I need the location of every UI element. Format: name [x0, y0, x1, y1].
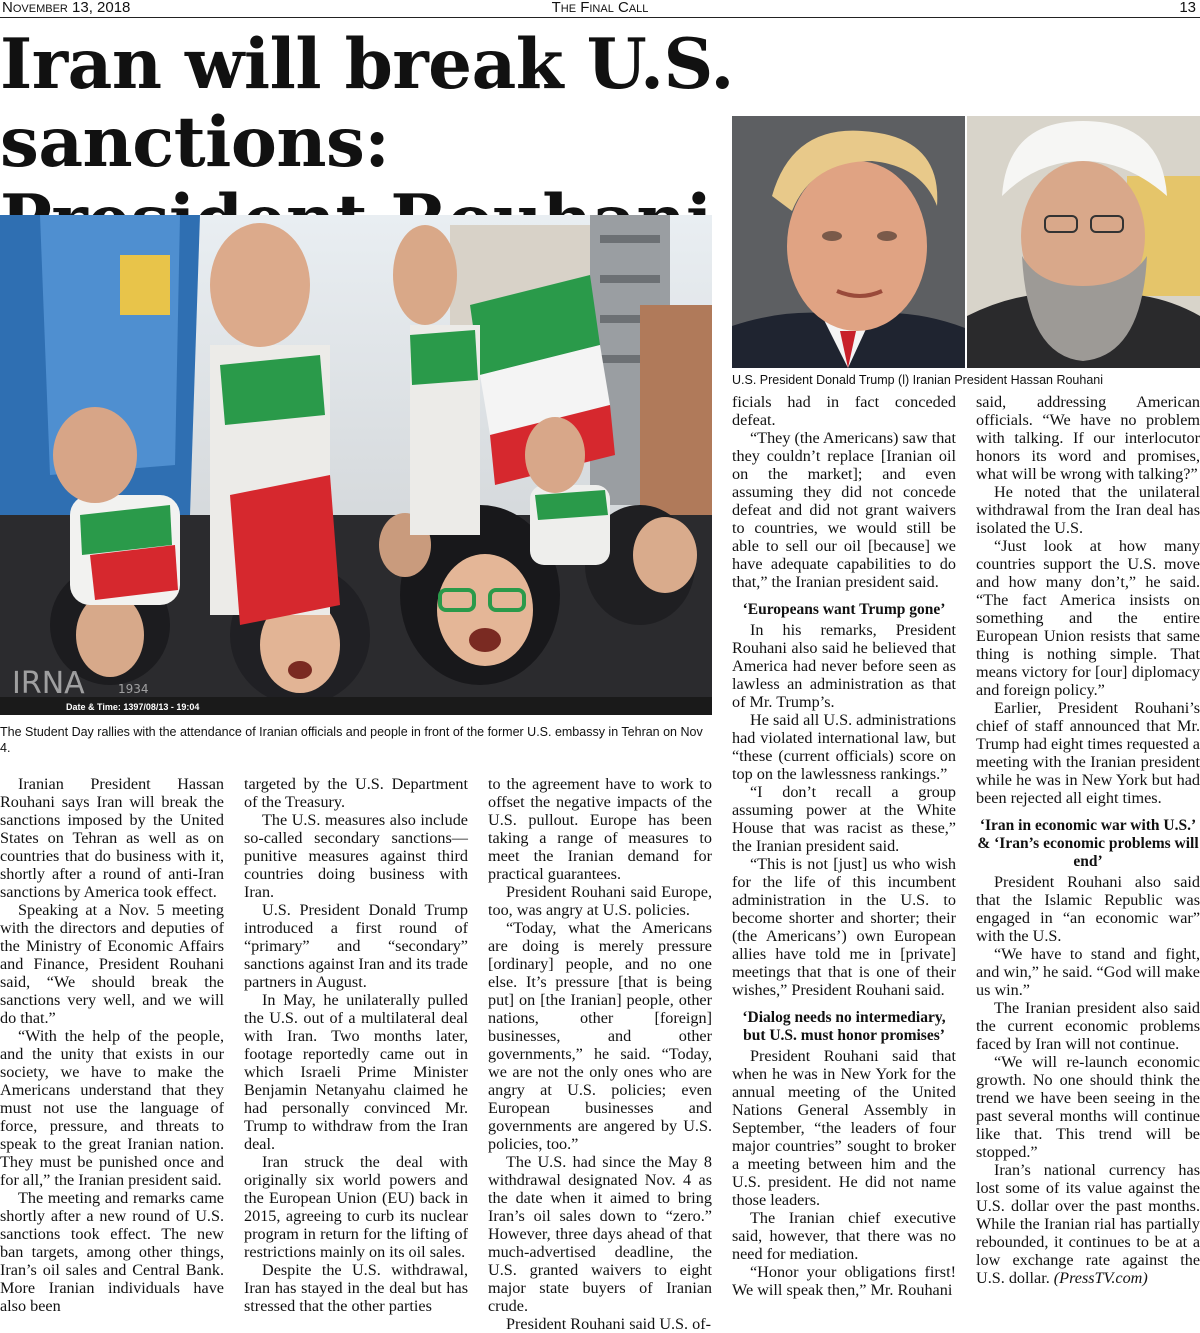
- article-column-4: [732, 393, 956, 1299]
- paragraph: He noted that the unilateral withdrawal from the Iran deal has isolated the U.S.: [976, 483, 1200, 537]
- subhead-economic-war: ‘Iran in economic war with U.S.’ & ‘Iran’s economic problems will end’: [977, 817, 1199, 870]
- paragraph: Speaking at a Nov. 5 meeting with the directors and deputies of the Ministry of Economic Affairs and Finance, President Rouhani said, “We should break the sanctions very well, and we will do that.”: [0, 901, 224, 1027]
- paragraph: President Rouhani also said that the Islamic Republic was engaged in “an economic war” with the U.S.: [976, 873, 1200, 945]
- portraits-caption: U.S. President Donald Trump (l) Iranian President Hassan Rouhani: [732, 373, 1104, 387]
- irna-watermark: IRNA: [12, 666, 85, 701]
- paragraph: “We have to stand and fight, and win,” he said. “God will make us win.”: [976, 945, 1200, 999]
- article-column-3: [488, 775, 712, 1333]
- subhead-dialog: ‘Dialog needs no intermediary, but U.S. must honor promises’: [742, 1009, 946, 1044]
- paragraph: Earlier, President Rouhani’s chief of staff announced that Mr. Trump had eight times requested a meeting with the Iranian president while he was in New York but had been rejected all eight times.: [976, 699, 1200, 807]
- paragraph: Despite the U.S. withdrawal, Iran has stayed in the deal but has stressed that the other parties: [244, 1261, 468, 1315]
- article-column-2: [244, 775, 468, 1315]
- article-column-1: [0, 775, 224, 1315]
- rally-photo-caption: The Student Day rallies with the attendance of Iranian officials and people in front of the former U.S. embassy in Tehran on Nov 4.: [0, 725, 703, 755]
- paragraph: “With the help of the people, and the unity that exists in our society, we have to make the Americans understand that they must not use the language of force, pressure, and threats to speak to the great Iranian nation. They must be punished once and for all,” the Iranian president said.: [0, 1027, 224, 1189]
- paragraph: The U.S. measures also include so-called secondary sanctions—punitive measures against third countries doing business with Iran.: [244, 811, 468, 901]
- paragraph-text: Iran’s national currency has lost some of its value against the U.S. dollar over the past months. While the Iranian rial has partially rebounded, it continues to be at a low exchange rate against the U.S. dollar.: [976, 1161, 1200, 1287]
- paragraph: “Just look at how many countries support the U.S. move and how many don’t,” he said. “The fact America insists on something and the entire European Union resists that same thing is nothing simple. That means victory for [our] diplomacy and foreign policy.”: [976, 537, 1200, 699]
- paragraph: Iran struck the deal with originally six world powers and the European Union (EU) back in 2015, agreeing to curb its nuclear program in return for the lifting of restrictions mainly on its oil sales.: [244, 1153, 468, 1261]
- paragraph: “I don’t recall a group assuming power at the White House that was racist as these,” the Iranian president said.: [732, 783, 956, 855]
- paragraph: In May, he unilaterally pulled the U.S. out of a multilateral deal with Iran. Two months later, footage reportedly came out in which Israeli Prime Minister Benjamin Netanyahu claimed he had personally convinced Mr. Trump to withdraw from the Iran deal.: [244, 991, 468, 1153]
- subhead-europeans: ‘Europeans want Trump gone’: [742, 601, 946, 618]
- paragraph: “Honor your obligations first! We will speak then,” Mr. Rouhani: [732, 1263, 956, 1299]
- article-column-5: [976, 393, 1200, 1287]
- rally-photo: [0, 215, 712, 715]
- paragraph: Iranian President Hassan Rouhani says Iran will break the sanctions imposed by the United States on Tehran as well as on countries that do business with it, shortly after a round of anti-Iran sanctions by America took effect.: [0, 775, 224, 901]
- photo-timestamp: Date & Time: 1397/08/13 - 19:04: [66, 702, 200, 712]
- paragraph: The Iranian chief executive said, however, that there was no need for mediation.: [732, 1209, 956, 1263]
- paragraph: “This is not [just] us who wish for the life of this incumbent administration in the U.S. to become shorter and shorter; their (the Americans’) own European allies have told me in [private] meetings that that is one of their wishes,” President Rouhani said.: [732, 855, 956, 999]
- page-folio: [0, 0, 1200, 18]
- paragraph: said, addressing American officials. “We have no problem with talking. If our interlocutor honors its word and promises, what will be wrong with talking?”: [976, 393, 1200, 483]
- paragraph: The Iranian president also said the current economic problems faced by Iran will not continue.: [976, 999, 1200, 1053]
- paragraph: President Rouhani said that when he was in New York for the annual meeting of the United Nations General Assembly in September, “the leaders of four major countries” sought to broker a meeting between him and the U.S. president. He did not name those leaders.: [732, 1047, 956, 1209]
- paragraph: targeted by the U.S. Department of the Treasury.: [244, 775, 468, 811]
- paragraph: ficials had in fact conceded defeat.: [732, 393, 956, 429]
- paragraph: President Rouhani said U.S. of-: [506, 1315, 712, 1333]
- headline-line-1: Iran will break U.S. sanctions:: [0, 24, 734, 183]
- paragraph: “Today, what the Americans are doing is merely pressure [ordinary] people, and no one else. It’s pressure [that is being put] on [the Iranian] people, other nations, other [foreign] businesses, and other governments,” he said. “Today, we are not the only ones who are angry at U.S. policies; even European businesses and governments are angered by U.S. policies, too.”: [488, 919, 712, 1153]
- paragraph: U.S. President Donald Trump introduced a first round of “primary” and “secondary” sanctions against Iran and its trade partners in August.: [244, 901, 468, 991]
- trump-portrait: [732, 116, 965, 368]
- newspaper-name: The Final Call: [551, 0, 649, 16]
- paragraph-last: [976, 1161, 1200, 1287]
- paragraph: “They (the Americans) saw that they couldn’t replace [Iranian oil on the market]; and even assuming they did not concede defeat and did not grant waivers to countries, we would still be able to sell our oil [because] we have adequate capabilities to do that,” the Iranian president said.: [732, 429, 956, 591]
- paragraph: President Rouhani said Europe, too, was angry at U.S. policies.: [488, 883, 712, 919]
- page-number: 13: [1179, 0, 1196, 16]
- paragraph: He said all U.S. administrations had violated international law, but “these (current officials) score on top on the lawlessness rankings.”: [732, 711, 956, 783]
- paragraph: to the agreement have to work to offset the negative impacts of the U.S. pullout. Europe has been taking a range of measures to meet the Iranian demand for practical guarantees.: [488, 775, 712, 883]
- paragraph: The U.S. had since the May 8 withdrawal designated Nov. 4 as the date when it aimed to bring Iran’s oil sales down to “zero.” However, three days ahead of that much-advertised deadline, the U.S. granted waivers to eight major state buyers of Iranian crude.: [488, 1153, 712, 1315]
- paragraph: The meeting and remarks came shortly after a new round of U.S. sanctions took effect. The new ban targets, among other things, Iran’s oil sales and Central Bank. More Iranian individuals have also been: [0, 1189, 224, 1315]
- paragraph: “We will re-launch economic growth. No one should think the trend we have been seeing in the past several months will continue like that. This trend will be stopped.”: [976, 1053, 1200, 1161]
- rouhani-portrait: [967, 116, 1200, 368]
- source-credit: (PressTV.com): [1053, 1269, 1148, 1287]
- irna-watermark-year: 1934: [118, 682, 149, 696]
- paragraph: In his remarks, President Rouhani also said he believed that America had never before seen as lawless an administration as that of Mr. Trump’s.: [732, 621, 956, 711]
- issue-date: November 13, 2018: [2, 0, 131, 16]
